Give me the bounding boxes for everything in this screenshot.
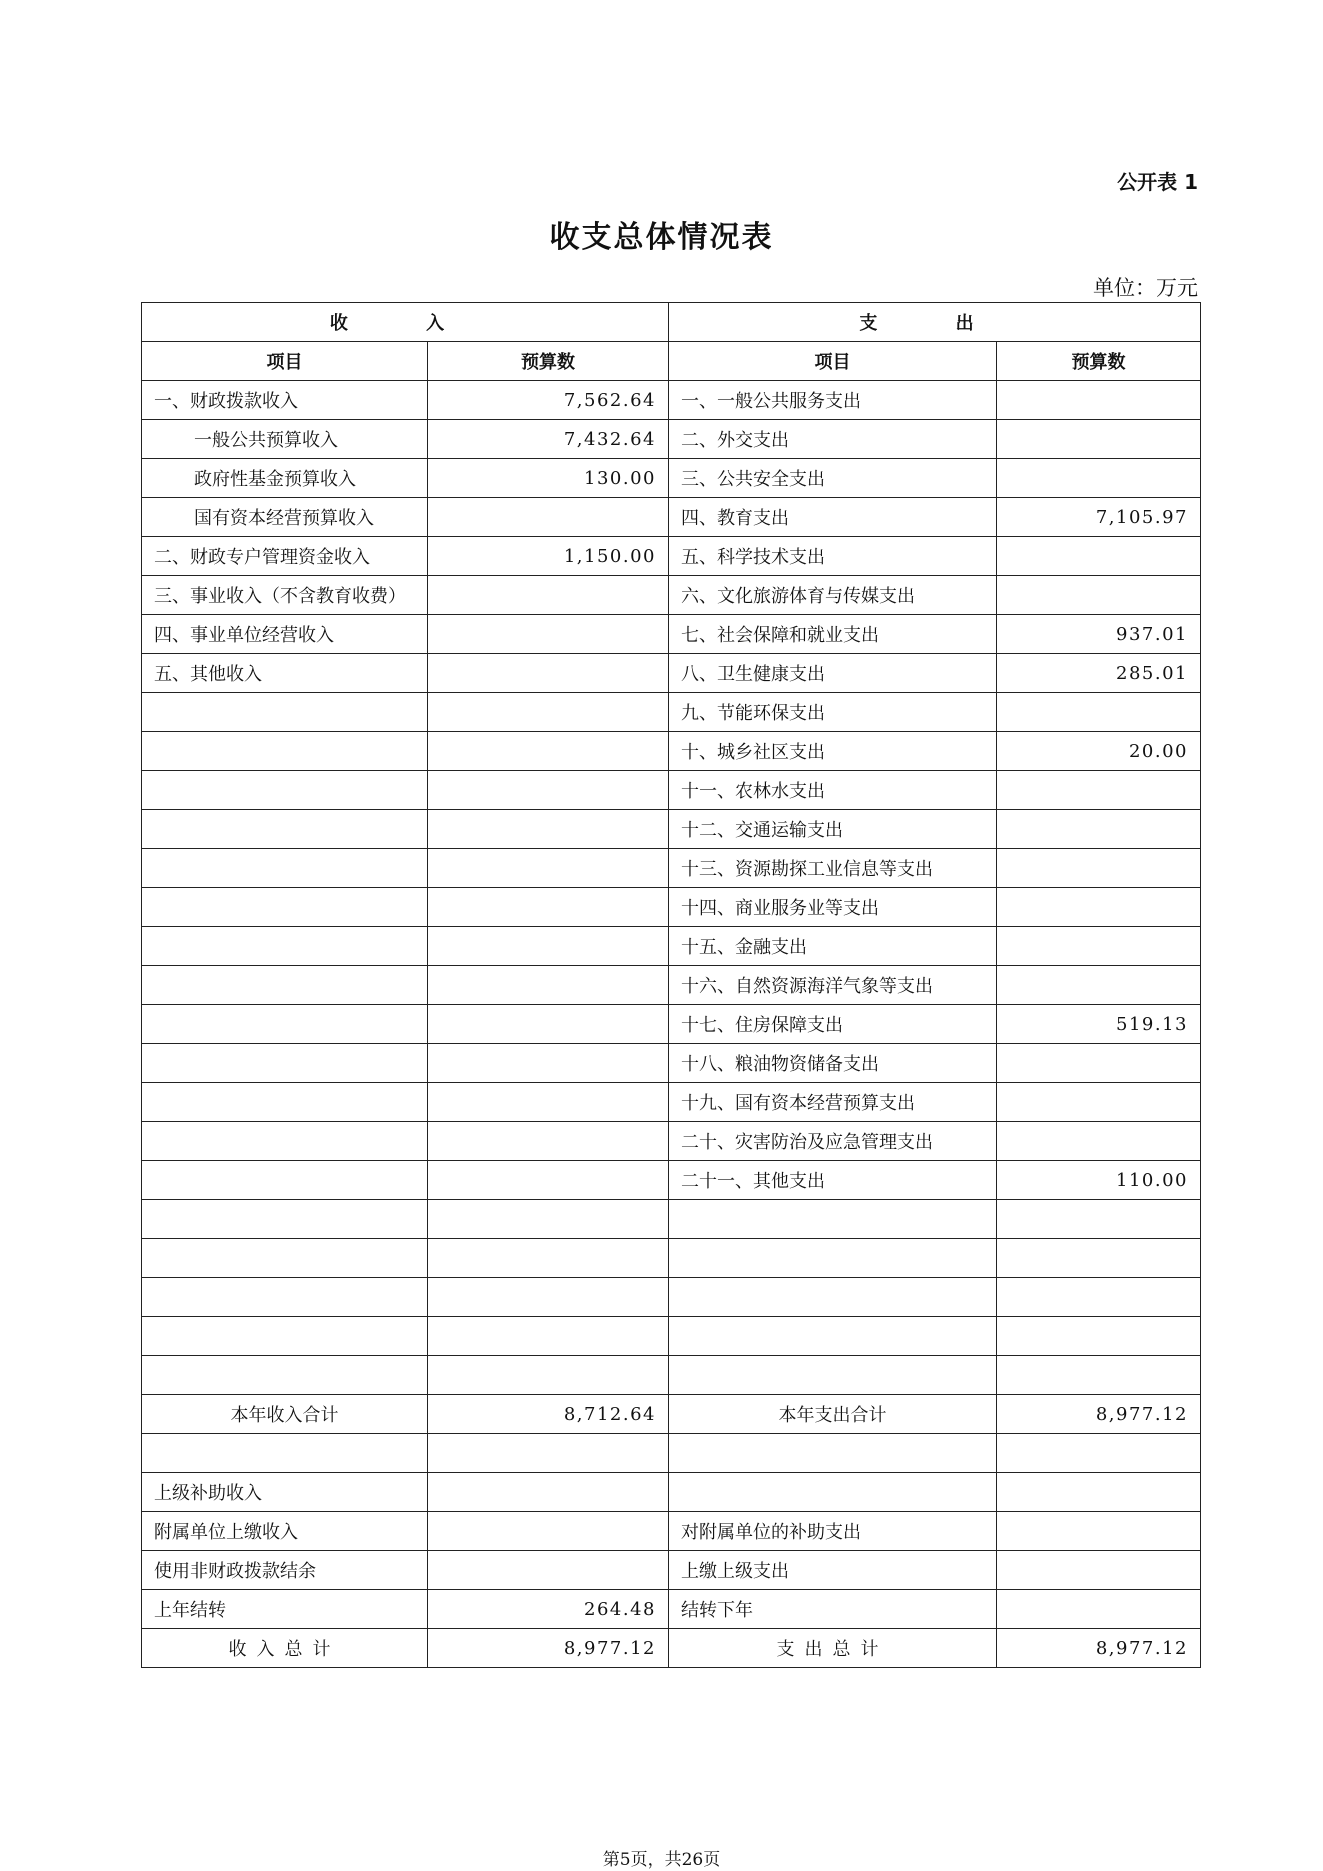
- expense-budget-cell: [997, 576, 1201, 615]
- income-budget-cell: [428, 654, 669, 693]
- expense-budget-cell: [997, 810, 1201, 849]
- expense-item-cell: 二十一、其他支出: [669, 1161, 997, 1200]
- expense-budget-cell: [997, 1473, 1201, 1512]
- expense-item-cell: 上缴上级支出: [669, 1551, 997, 1590]
- table-row: [142, 498, 1201, 537]
- table-row: [142, 537, 1201, 576]
- expense-section-header: 支 出: [669, 303, 1201, 342]
- income-item-cell: [142, 1083, 428, 1122]
- expense-budget-cell: [997, 849, 1201, 888]
- income-budget-cell: [428, 1005, 669, 1044]
- expense-item-cell: 十、城乡社区支出: [669, 732, 997, 771]
- table-row: [142, 1200, 1201, 1239]
- table-row: [142, 1083, 1201, 1122]
- income-budget-cell: [428, 1083, 669, 1122]
- income-item-cell: [142, 1005, 428, 1044]
- income-item-cell: [142, 1122, 428, 1161]
- document-label: 公开表 1: [1117, 170, 1198, 194]
- expense-item-cell: 结转下年: [669, 1590, 997, 1629]
- expense-item-cell: 十五、金融支出: [669, 927, 997, 966]
- expense-item-cell: 十七、住房保障支出: [669, 1005, 997, 1044]
- income-budget-cell: [428, 615, 669, 654]
- table-row: [142, 693, 1201, 732]
- income-budget-cell: [428, 498, 669, 537]
- income-item-cell: 收入总计: [142, 1629, 428, 1668]
- expense-item-cell: 八、卫生健康支出: [669, 654, 997, 693]
- expense-budget-cell: [997, 771, 1201, 810]
- table-row: [142, 732, 1201, 771]
- income-item-cell: [142, 1356, 428, 1395]
- section-header-row: [142, 303, 1201, 342]
- income-item-header: 项目: [142, 342, 428, 381]
- income-budget-cell: [428, 966, 669, 1005]
- income-item-cell: 三、事业收入（不含教育收费）: [142, 576, 428, 615]
- expense-budget-cell: [997, 966, 1201, 1005]
- expense-budget-cell: [997, 1200, 1201, 1239]
- expense-budget-cell: 8,977.12: [997, 1629, 1201, 1668]
- table-row: [142, 381, 1201, 420]
- income-item-cell: [142, 1434, 428, 1473]
- income-budget-cell: [428, 1473, 669, 1512]
- expense-budget-cell: 20.00: [997, 732, 1201, 771]
- table-row: [142, 927, 1201, 966]
- income-budget-cell: [428, 732, 669, 771]
- expense-budget-cell: 519.13: [997, 1005, 1201, 1044]
- income-budget-cell: 1,150.00: [428, 537, 669, 576]
- expense-item-cell: [669, 1200, 997, 1239]
- income-budget-cell: 264.48: [428, 1590, 669, 1629]
- table-row: [142, 1434, 1201, 1473]
- expense-item-cell: [669, 1473, 997, 1512]
- income-budget-cell: 7,432.64: [428, 420, 669, 459]
- income-budget-cell: [428, 1317, 669, 1356]
- expense-budget-cell: 285.01: [997, 654, 1201, 693]
- income-budget-cell: 130.00: [428, 459, 669, 498]
- income-budget-cell: [428, 1551, 669, 1590]
- expense-item-cell: [669, 1239, 997, 1278]
- income-item-cell: [142, 1044, 428, 1083]
- page-footer: 第5页，共26页: [602, 1850, 721, 1870]
- table-row: [142, 1161, 1201, 1200]
- income-item-cell: 使用非财政拨款结余: [142, 1551, 428, 1590]
- income-budget-cell: [428, 1044, 669, 1083]
- expense-budget-cell: [997, 1317, 1201, 1356]
- table-row: [142, 810, 1201, 849]
- income-item-cell: [142, 693, 428, 732]
- expense-item-cell: 六、文化旅游体育与传媒支出: [669, 576, 997, 615]
- expense-budget-cell: [997, 1590, 1201, 1629]
- expense-budget-cell: 7,105.97: [997, 498, 1201, 537]
- income-item-cell: [142, 732, 428, 771]
- income-item-cell: 五、其他收入: [142, 654, 428, 693]
- expense-budget-cell: [997, 1356, 1201, 1395]
- income-item-cell: 本年收入合计: [142, 1395, 428, 1434]
- expense-budget-cell: [997, 927, 1201, 966]
- expense-budget-cell: [997, 1551, 1201, 1590]
- income-item-cell: 一、财政拨款收入: [142, 381, 428, 420]
- table-row: [142, 1239, 1201, 1278]
- income-budget-cell: 8,712.64: [428, 1395, 669, 1434]
- expense-item-cell: 七、社会保障和就业支出: [669, 615, 997, 654]
- expense-item-cell: [669, 1317, 997, 1356]
- income-budget-header: 预算数: [428, 342, 669, 381]
- expense-budget-cell: [997, 381, 1201, 420]
- income-budget-cell: [428, 1356, 669, 1395]
- income-budget-cell: [428, 927, 669, 966]
- income-budget-cell: 8,977.12: [428, 1629, 669, 1668]
- expense-budget-cell: [997, 1083, 1201, 1122]
- expense-item-cell: [669, 1278, 997, 1317]
- expense-item-cell: 三、公共安全支出: [669, 459, 997, 498]
- expense-item-cell: 二、外交支出: [669, 420, 997, 459]
- table-row: [142, 1512, 1201, 1551]
- expense-item-cell: 对附属单位的补助支出: [669, 1512, 997, 1551]
- table-row: [142, 1395, 1201, 1434]
- income-item-cell: 一般公共预算收入: [142, 420, 428, 459]
- table-row: [142, 1317, 1201, 1356]
- table-row: [142, 888, 1201, 927]
- expense-budget-cell: [997, 537, 1201, 576]
- income-item-cell: [142, 888, 428, 927]
- income-item-cell: [142, 810, 428, 849]
- income-item-cell: 国有资本经营预算收入: [142, 498, 428, 537]
- expense-item-cell: 本年支出合计: [669, 1395, 997, 1434]
- page-title: 收支总体情况表: [549, 220, 774, 255]
- income-budget-cell: [428, 771, 669, 810]
- income-item-cell: [142, 1239, 428, 1278]
- expense-budget-cell: [997, 459, 1201, 498]
- table-row: [142, 966, 1201, 1005]
- expense-budget-cell: [997, 1239, 1201, 1278]
- income-budget-cell: [428, 1200, 669, 1239]
- income-item-cell: 附属单位上缴收入: [142, 1512, 428, 1551]
- income-budget-cell: [428, 1278, 669, 1317]
- expense-item-cell: 十三、资源勘探工业信息等支出: [669, 849, 997, 888]
- expense-item-cell: [669, 1356, 997, 1395]
- income-budget-cell: [428, 1512, 669, 1551]
- income-budget-cell: 7,562.64: [428, 381, 669, 420]
- expense-budget-cell: [997, 420, 1201, 459]
- income-budget-cell: [428, 849, 669, 888]
- expense-budget-cell: [997, 1278, 1201, 1317]
- income-item-cell: 政府性基金预算收入: [142, 459, 428, 498]
- table-row: [142, 576, 1201, 615]
- income-budget-cell: [428, 693, 669, 732]
- expense-item-cell: 一、一般公共服务支出: [669, 381, 997, 420]
- expense-item-cell: 四、教育支出: [669, 498, 997, 537]
- expense-budget-cell: [997, 1512, 1201, 1551]
- table-row: [142, 1551, 1201, 1590]
- expense-budget-cell: [997, 1434, 1201, 1473]
- table-row: [142, 420, 1201, 459]
- expense-item-header: 项目: [669, 342, 997, 381]
- income-item-cell: 上级补助收入: [142, 1473, 428, 1512]
- table-row: [142, 1005, 1201, 1044]
- table-row: [142, 1629, 1201, 1668]
- expense-budget-cell: [997, 1044, 1201, 1083]
- table-row: [142, 849, 1201, 888]
- income-item-cell: [142, 1161, 428, 1200]
- expense-item-cell: [669, 1434, 997, 1473]
- expense-budget-cell: [997, 1122, 1201, 1161]
- expense-item-cell: 九、节能环保支出: [669, 693, 997, 732]
- expense-budget-cell: 110.00: [997, 1161, 1201, 1200]
- income-item-cell: [142, 966, 428, 1005]
- expense-item-cell: 支出总计: [669, 1629, 997, 1668]
- expense-item-cell: 十二、交通运输支出: [669, 810, 997, 849]
- expense-item-cell: 十四、商业服务业等支出: [669, 888, 997, 927]
- expense-budget-cell: [997, 693, 1201, 732]
- expense-budget-cell: 937.01: [997, 615, 1201, 654]
- income-budget-cell: [428, 810, 669, 849]
- expense-item-cell: 十六、自然资源海洋气象等支出: [669, 966, 997, 1005]
- table-row: [142, 459, 1201, 498]
- expense-budget-header: 预算数: [997, 342, 1201, 381]
- table-row: [142, 1122, 1201, 1161]
- expense-budget-cell: [997, 888, 1201, 927]
- income-item-cell: 上年结转: [142, 1590, 428, 1629]
- expense-item-cell: 二十、灾害防治及应急管理支出: [669, 1122, 997, 1161]
- table-row: [142, 1278, 1201, 1317]
- income-budget-cell: [428, 888, 669, 927]
- table-row: [142, 771, 1201, 810]
- table-row: [142, 1044, 1201, 1083]
- income-item-cell: 四、事业单位经营收入: [142, 615, 428, 654]
- column-header-row: [142, 342, 1201, 381]
- expense-item-cell: 五、科学技术支出: [669, 537, 997, 576]
- income-budget-cell: [428, 1122, 669, 1161]
- table-row: [142, 1356, 1201, 1395]
- table-row: [142, 1590, 1201, 1629]
- expense-item-cell: 十八、粮油物资储备支出: [669, 1044, 997, 1083]
- table-row: [142, 1473, 1201, 1512]
- expense-item-cell: 十九、国有资本经营预算支出: [669, 1083, 997, 1122]
- expense-item-cell: 十一、农林水支出: [669, 771, 997, 810]
- budget-table: [141, 302, 1201, 1668]
- income-item-cell: [142, 771, 428, 810]
- income-budget-cell: [428, 1434, 669, 1473]
- income-budget-cell: [428, 1161, 669, 1200]
- table-row: [142, 654, 1201, 693]
- income-item-cell: [142, 1278, 428, 1317]
- income-item-cell: 二、财政专户管理资金收入: [142, 537, 428, 576]
- income-budget-cell: [428, 1239, 669, 1278]
- income-section-header: 收 入: [142, 303, 669, 342]
- income-item-cell: [142, 1200, 428, 1239]
- income-item-cell: [142, 849, 428, 888]
- table-row: [142, 615, 1201, 654]
- expense-budget-cell: 8,977.12: [997, 1395, 1201, 1434]
- income-item-cell: [142, 1317, 428, 1356]
- income-budget-cell: [428, 576, 669, 615]
- unit-label: 单位：万元: [1093, 276, 1198, 300]
- income-item-cell: [142, 927, 428, 966]
